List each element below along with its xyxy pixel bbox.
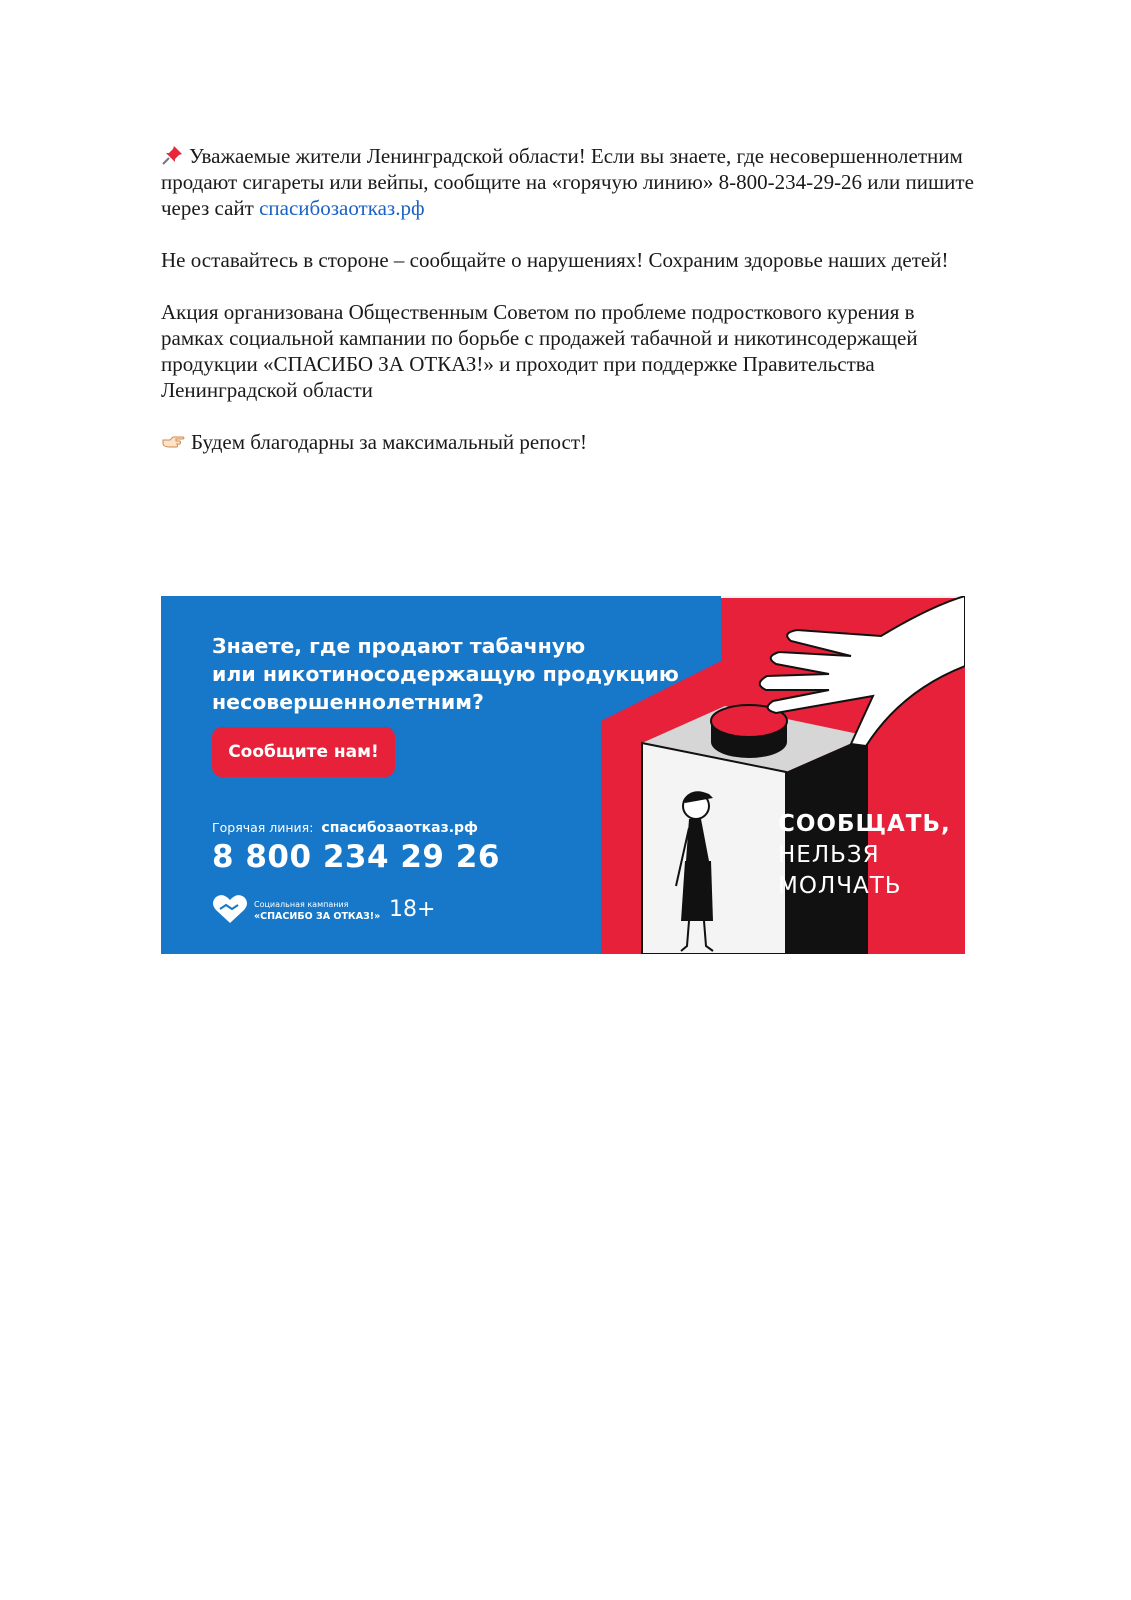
hotline-phone[interactable]: 8 800 234 29 26 <box>212 839 500 875</box>
appeal-line-1: Уважаемые жители Ленинградской области! Если вы знаете, где несовершеннолетним <box>161 143 1061 169</box>
paragraph-call: Не оставайтесь в стороне – сообщайте о нарушениях! Сохраним здоровье наших детей! <box>161 248 949 272</box>
banner-slogan: СООБЩАТЬ, НЕЛЬЗЯ МОЛЧАТЬ <box>778 811 951 899</box>
campaign-banner <box>161 596 965 954</box>
age-rating: 18+ <box>389 897 436 922</box>
handshake-heart-icon <box>212 893 248 925</box>
paragraph-repost: Будем благодарны за максимальный репост! <box>161 429 1061 455</box>
cube-left-face <box>642 743 786 954</box>
hotline-row: Горячая линия: спасибозаотказ.рф <box>212 820 478 836</box>
appeal-line-2: продают сигареты или вейпы, сообщите на «горячую линию» 8-800-234-29-26 или пишите <box>161 170 974 194</box>
paragraph-organizer: Акция организована Общественным Советом по проблеме подросткового курения в рамках социальной кампании по борьбе с продажей табачной и никотинсодержащей продукции «СПАСИБО ЗА ОТКАЗ!» и проходит при поддержке Правительства Ленинградской области <box>161 300 918 402</box>
hotline-site[interactable]: спасибозаотказ.рф <box>321 820 478 836</box>
campaign-name: Социальная кампания «СПАСИБО ЗА ОТКАЗ!» <box>254 900 381 922</box>
banner-headline: Знаете, где продают табачную или никотиносодержащую продукцию несовершеннолетним? <box>212 634 679 714</box>
appeal-line-3: через сайт спасибозаотказ.рф <box>161 196 425 220</box>
paragraph-appeal <box>161 143 1061 221</box>
post-text <box>161 143 1061 481</box>
site-link[interactable]: спасибозаотказ.рф <box>259 196 425 220</box>
pushpin-icon <box>161 145 183 165</box>
pointing-hand-icon <box>161 433 185 451</box>
report-button[interactable]: Сообщите нам! <box>212 727 395 777</box>
